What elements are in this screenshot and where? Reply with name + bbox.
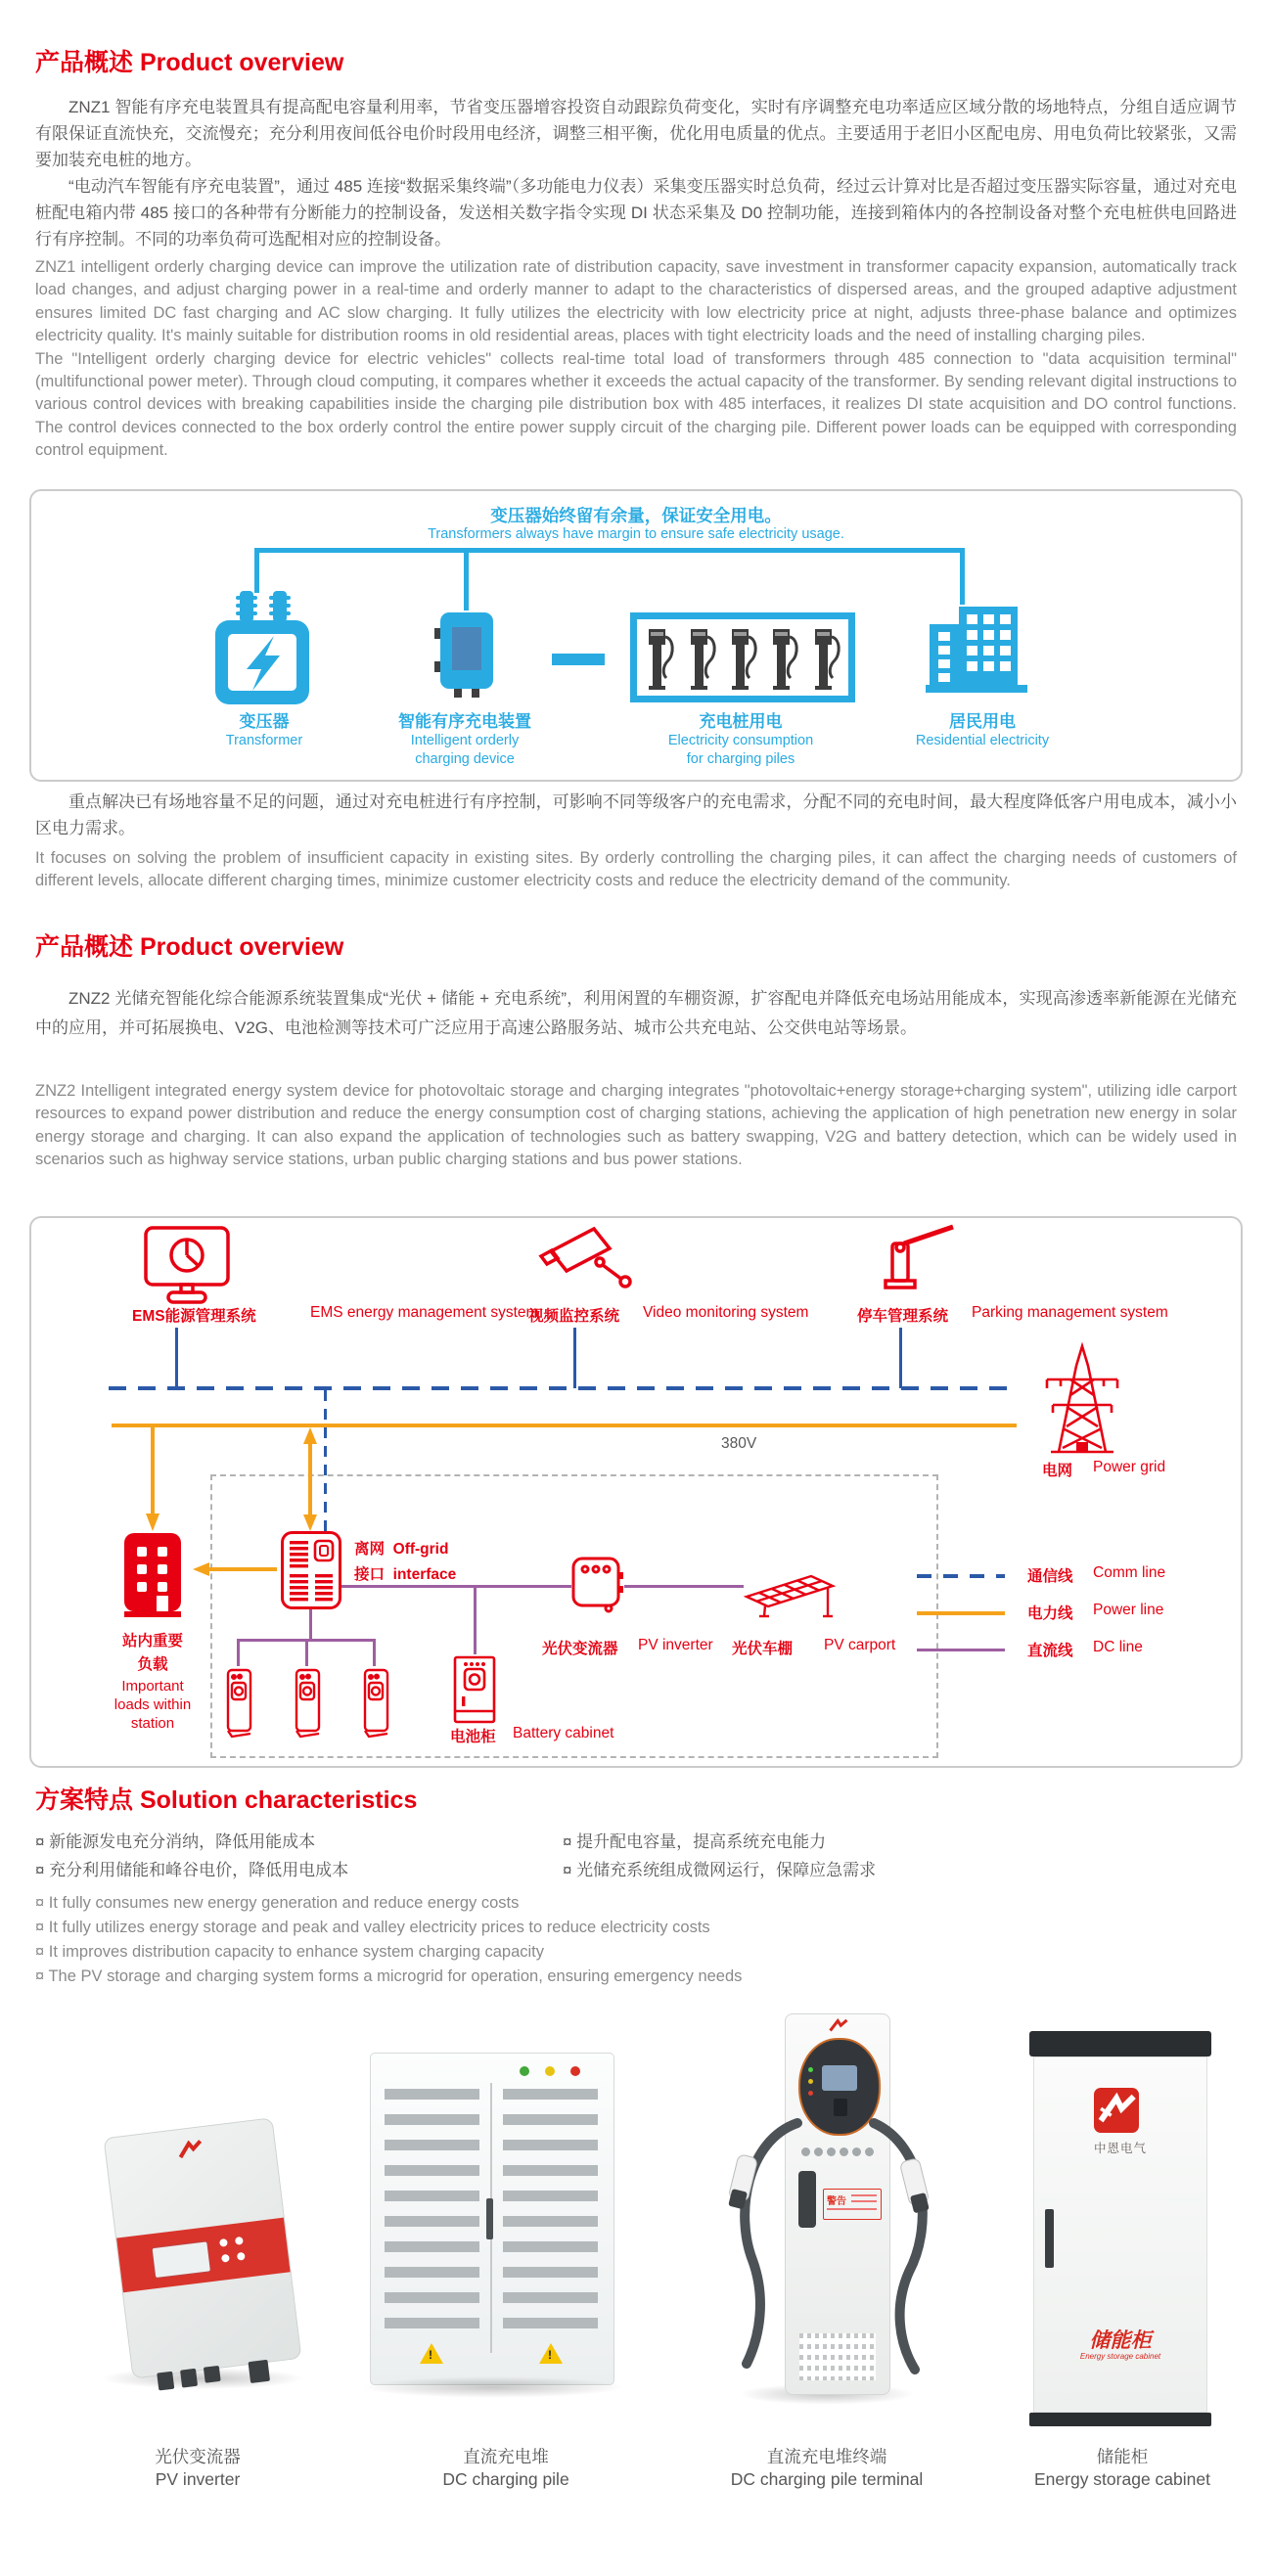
charging-pile-icon (642, 629, 677, 694)
section1-cn-paragraphs (35, 94, 1237, 252)
brand-logo-icon (1094, 2088, 1139, 2133)
ems-label-cn: EMS能源管理系统 (132, 1308, 256, 1325)
node-label-cn: 居民用电 (949, 712, 1016, 731)
battery-label-cn: 电池柜 (450, 1729, 496, 1745)
inverter-connector (157, 2372, 174, 2391)
cn-paragraph: ZNZ2 光储充智能化综合能源系统装置集成“光伏 + 储能 + 充电系统”，利用闲置的车棚资源，扩容配电并降低充电场站用能成本，实现高渗透率新能源在光储充中的应用，并可拓展换电、V2G、电池检测等技术可广泛应用于高速公路服务站、城市公共充电站、公交供电站等场景。 (35, 989, 1237, 1037)
charging-piles-box (630, 612, 855, 702)
charging-pile-icon (766, 629, 801, 694)
inverter-front-band (116, 2218, 291, 2293)
dc-line (237, 1639, 240, 1666)
section2-cn-paragraph (35, 984, 1237, 1043)
battery-cabinet-icon (453, 1654, 496, 1725)
warning-triangle (539, 2343, 563, 2364)
bullet-en: ¤ It improves distribution capacity to enhance system charging capacity (35, 1943, 545, 1961)
section3-heading: 方案特点 Solution characteristics (35, 1786, 418, 1814)
diagram1-title-cn: 变压器始终留有余量，保证安全用电。 (490, 506, 782, 525)
node-label-en: Intelligent orderly charging device (410, 733, 520, 767)
pv-carport-label-cn: 光伏车棚 (732, 1641, 794, 1657)
brand-logo-text: 中恩电气 (1093, 2142, 1147, 2155)
cn-paragraph: ZNZ1 智能有序充电装置具有提高配电容量利用率，节省变压器增容投资自动跟踪负荷变化，实时有序调整充电功率适应区域分散的场地特点，分组自适应调节有限保证直流快充，交流慢充；充分利用夜间低谷电价时段用电经济，调整三相平衡，优化用电质量的优点。主要适用于老旧小区配电房、用电负荷比较紧张，又需要加装充电桩的地方。 (35, 98, 1237, 169)
parking-label-cn: 停车管理系统 (857, 1308, 949, 1325)
orderly-charging-diagram (29, 489, 1243, 782)
inverter-connector (249, 2360, 271, 2383)
dc-line (474, 1588, 477, 1654)
node-label-cn: 充电桩用电 (699, 712, 783, 731)
inverter-button (235, 2237, 244, 2245)
inverter-button (237, 2252, 246, 2261)
pv-carport-label-en: PV carport (824, 1637, 896, 1653)
legend-dc-swatch (917, 1649, 1005, 1651)
parking-barrier-icon (883, 1224, 957, 1292)
node-label-cn: 变压器 (239, 712, 290, 731)
dc-charging-pile-image (370, 2053, 614, 2385)
section1-summary-cn (35, 789, 1237, 841)
legend-dc-en: DC line (1093, 1639, 1143, 1655)
comm-bus-line (109, 1386, 1019, 1390)
power-arrow-left (193, 1562, 277, 1576)
grid-label-en: Power grid (1093, 1459, 1166, 1475)
product-label-cn: 直流充电堆终端 (766, 2447, 887, 2466)
charging-device-icon (432, 609, 501, 699)
product-label-en: PV inverter (155, 2469, 241, 2489)
loads-label-cn: 站内重要 (121, 1633, 183, 1650)
node-label-cn: 智能有序充电装置 (398, 712, 531, 731)
connector-line (254, 548, 965, 553)
inverter-connector (180, 2369, 198, 2388)
diagram1-title-en: Transformers always have margin to ensure safe electricity usage. (428, 526, 844, 542)
section1-en-paragraphs (35, 256, 1237, 463)
power-grid-tower-icon (1037, 1340, 1127, 1456)
bullet-en: ¤ It fully utilizes energy storage and peak and valley electricity prices to reduce electricity costs (35, 1919, 710, 1936)
red-charging-pile-icon (292, 1664, 323, 1740)
cn-paragraph: “电动汽车智能有序充电装置”，通过 485 连接“数据采集终端”（多功能电力仪表）采集变压器实时总负荷，经过云计算对比是否超过变压器实际容量，通过对充电桩配电箱内带 485 接口的各种带有分断能力的控制设备，发送相关数字指令实现 DI 状态采集及 D0 控制功能，连接到箱体内的各控制设备对整个充电桩供电回路进行有序控制。不同的功率负荷可选配相对应的控制设备。 (35, 177, 1237, 249)
dc-line (341, 1585, 571, 1588)
pv-storage-charging-diagram (29, 1216, 1243, 1768)
ems-monitor-icon (142, 1226, 232, 1308)
inverter-screen (152, 2240, 211, 2279)
legend-comm-swatch (917, 1574, 1005, 1578)
voltage-label: 380V (721, 1435, 757, 1452)
charging-gun-right (899, 2158, 931, 2214)
loads-label-en: station (130, 1715, 175, 1732)
product-label-en: Energy storage cabinet (1034, 2469, 1210, 2489)
node-label-en: Transformer (225, 733, 303, 748)
en-paragraph: The "Intelligent orderly charging device for electric vehicles" collects real-time total load of transformers through 485 connection to "data acquisition terminal" (multifunctional power meter). Through cloud computing, it compares whether it exceeds the actual capacity of the transformer. By sending relevant digital instructions to various control devices with breaking capabilities inside the charging pile distribution box with 485 interfaces, it realizes DI state acquisition and DO control functions. The control devices connected to the box orderly control the entire power supply circuit of the charging pile. Different power loads can be equipped with corresponding control equipment. (35, 349, 1237, 460)
pv-inverter-label-cn: 光伏变流器 (542, 1641, 618, 1657)
legend-dc-cn: 直流线 (1027, 1643, 1073, 1659)
energy-storage-cabinet-image (1033, 2031, 1207, 2426)
legend-power-cn: 电力线 (1027, 1605, 1073, 1622)
legend-power-swatch (917, 1611, 1005, 1615)
product-label-cn: 光伏变流器 (155, 2447, 241, 2466)
cabinet-base (1029, 2413, 1211, 2426)
section1-summary-en (35, 847, 1237, 893)
charging-pile-icon (808, 629, 843, 694)
battery-label-en: Battery cabinet (513, 1725, 614, 1741)
indicator-red (570, 2066, 580, 2076)
product-shadow (361, 2376, 625, 2398)
section2-en-paragraph (35, 1080, 1237, 1172)
comm-stub (573, 1328, 576, 1388)
bullet-cn: ¤ 提升配电容量，提高系统充电能力 (563, 1832, 827, 1851)
cabinet-handle (1045, 2209, 1054, 2268)
comm-stub (899, 1328, 902, 1388)
power-bus-line (112, 1424, 1017, 1427)
transformer-icon (213, 591, 311, 706)
charging-cables (709, 2013, 944, 2405)
bullet-cn: ¤ 新能源发电充分消纳，降低用能成本 (35, 1832, 316, 1851)
cabinet-front-label-en: Energy storage cabinet (1079, 2352, 1161, 2361)
node-label-en: Electricity consumption for charging piles (667, 733, 814, 767)
inverter-body (104, 2117, 302, 2378)
inverter-button (221, 2254, 230, 2263)
en-paragraph: ZNZ1 intelligent orderly charging device can improve the utilization rate of distribution capacity, save investment in transformer capacity expansion, automatically track load changes, and adjust charging power in a real-time and orderly manner to adapt to the characteristics of dispersed areas, and the grouped adaptive adjustment ensures limited DC fast charging and AC slow charging. It fully utilizes the electricity with low electricity price at night, adjusts three-phase balance and optimizes electricity quality. It's mainly suitable for distribution rooms in old residential areas, places with tight electricity loads and the need of installing charging piles. (35, 258, 1237, 345)
indicator-green (520, 2066, 529, 2076)
node-label-en: Residential electricity (915, 733, 1050, 748)
dc-line (373, 1639, 376, 1666)
loads-label-cn: 负载 (137, 1656, 168, 1673)
brand-logo-icon (177, 2139, 204, 2161)
bullet-cn: ¤ 光储充系统组成微网运行，保障应急需求 (563, 1861, 877, 1879)
warning-triangle (420, 2343, 443, 2364)
offgrid-label-line2: 接口 interface (354, 1566, 457, 1583)
video-camera-icon (535, 1226, 633, 1290)
cabinet-top-band (1029, 2031, 1211, 2056)
product-shadow (100, 2368, 305, 2389)
inverter-button (219, 2238, 228, 2247)
en-paragraph: ZNZ2 Intelligent integrated energy system device for photovoltaic storage and charging integrates "photovoltaic+energy storage+charging system", utilizing idle carport resources to expand power distribution and reduce the energy consumption cost of charging stations, achieving the application of high penetration new energy in solar energy storage and charging. It can also expand the application of technologies such as battery swapping, V2G and battery detection, which can be widely used in scenarios such as highway service stations, urban public charging stations and bus power stations. (35, 1082, 1237, 1169)
section2-heading: 产品概述 Product overview (35, 933, 344, 961)
dc-charging-terminal-image (709, 2013, 944, 2405)
pv-inverter-icon (571, 1553, 626, 1613)
pv-inverter-image (100, 2115, 305, 2389)
dc-line (305, 1639, 308, 1666)
bullet-cn: ¤ 充分利用储能和峰谷电价，降低用电成本 (35, 1861, 349, 1879)
cabinet-front-label-cn: 储能柜 (1089, 2329, 1152, 2352)
residential-building-icon (926, 603, 1039, 695)
inverter-connector (204, 2366, 221, 2383)
comm-drop-line (324, 1390, 327, 1533)
dc-line (624, 1585, 744, 1588)
charging-pile-icon (725, 629, 760, 694)
bullet-en: ¤ The PV storage and charging system forms a microgrid for operation, ensuring emergency needs (35, 1967, 743, 1985)
pv-inverter-label-en: PV inverter (638, 1637, 713, 1653)
power-arrow-down (146, 1427, 159, 1531)
cabinet-door-left (385, 2089, 479, 2341)
power-arrow-bidirectional (303, 1427, 317, 1531)
warning-sticker-text: 警告 (827, 2196, 846, 2207)
dc-line (309, 1609, 312, 1639)
pcs-device-icon (281, 1531, 341, 1609)
connector-line (464, 548, 469, 610)
pv-carport-icon (742, 1572, 838, 1619)
grid-label-cn: 电网 (1042, 1463, 1073, 1479)
product-label-cn: 储能柜 (1096, 2447, 1149, 2466)
red-charging-pile-icon (360, 1664, 391, 1740)
comm-stub (175, 1328, 178, 1388)
connector-line (254, 548, 259, 593)
bullet-en: ¤ It fully consumes new energy generation and reduce energy costs (35, 1894, 520, 1912)
cabinet-door-right (503, 2089, 598, 2341)
legend-comm-en: Comm line (1093, 1564, 1166, 1581)
station-loads-building-icon (124, 1529, 181, 1617)
parking-label-en: Parking management system (972, 1304, 1168, 1321)
ems-label-en: EMS energy management system (310, 1304, 539, 1321)
en-paragraph: It focuses on solving the problem of insufficient capacity in existing sites. By orderly controlling the charging piles, it can affect the charging needs of customers of different levels, allocate different charging times, minimize customer electricity costs and reduce the electricity demand of the community. (35, 849, 1237, 890)
red-charging-pile-icon (223, 1664, 254, 1740)
offgrid-label-line1: 离网 Off-grid (354, 1541, 449, 1558)
product-label-en: DC charging pile terminal (730, 2469, 924, 2489)
indicator-yellow (545, 2066, 555, 2076)
loads-label-en: loads within (114, 1696, 192, 1713)
legend-comm-cn: 通信线 (1027, 1568, 1073, 1585)
section1-heading: 产品概述 Product overview (35, 49, 344, 76)
connector-line (960, 548, 965, 605)
charging-pile-icon (684, 629, 719, 694)
product-label-en: DC charging pile (442, 2469, 569, 2489)
video-label-en: Video monitoring system (643, 1304, 809, 1321)
door-handle (486, 2198, 493, 2239)
product-label-cn: 直流充电堆 (463, 2447, 549, 2466)
loads-label-en: Important (121, 1678, 184, 1695)
video-label-cn: 视频监控系统 (528, 1308, 620, 1325)
cn-paragraph: 重点解决已有场地容量不足的问题，通过对充电桩进行有序控制，可影响不同等级客户的充电需求，分配不同的充电时间，最大程度降低客户用电成本，减小小区电力需求。 (35, 792, 1237, 837)
legend-power-en: Power line (1093, 1602, 1164, 1618)
connector-dash (552, 654, 605, 665)
